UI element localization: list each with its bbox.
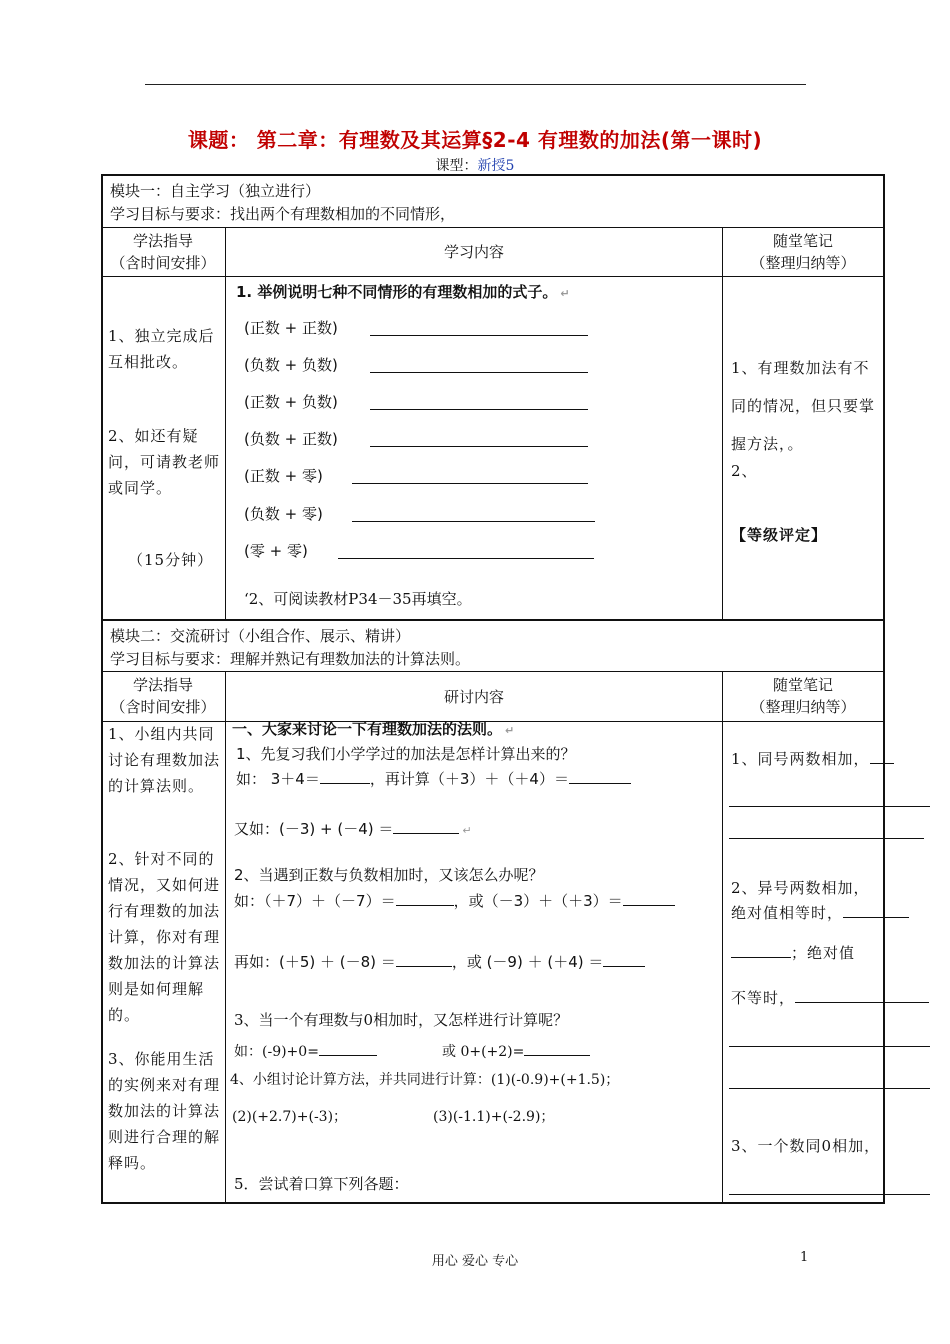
col-method-line2: （含时间安排） [110, 254, 216, 272]
case-row: (负数 + 零) [244, 505, 323, 523]
module2-col-method [103, 674, 223, 718]
discussion-q4-part2: (2)(+2.7)+(-3)； [232, 1109, 348, 1125]
case-row: (零 + 零) [244, 542, 308, 560]
module1-method-2: 2、如还有疑问，可请教老师或同学。 [108, 427, 221, 497]
divider [101, 671, 885, 672]
note-unequal-abs: 不等时， [731, 985, 929, 1011]
module1-col-method [103, 230, 223, 274]
answer-blank [370, 372, 588, 373]
lesson-type-value: 新授5 [477, 158, 515, 174]
module1-note-2: 2、 [731, 462, 758, 480]
lesson-type [0, 155, 950, 175]
divider [722, 227, 723, 619]
note-diff-sign: 2、异号两数相加， [731, 879, 870, 897]
discussion-q3-example: 如：(-9)+0= [234, 1041, 377, 1063]
page-title: 课题： 第二章：有理数及其运算§2-4 有理数的加法(第一课时) [187, 128, 763, 152]
divider [225, 671, 226, 1204]
answer-blank [352, 521, 595, 522]
divider [101, 276, 885, 277]
case-row: (负数 + 负数) [244, 356, 338, 374]
module1-col-notes [723, 230, 883, 274]
col-method-line1: 学法指导 [132, 232, 193, 250]
module2-method-1: 1、小组内共同讨论有理数加法的计算法则。 [108, 725, 221, 795]
module1-note-1: 1、有理数加法有不同的情况，但只要掌握方法，。 [731, 359, 876, 453]
case-row: (正数 + 负数) [244, 393, 338, 411]
divider [101, 619, 885, 621]
col-notes-line1: 随堂笔记 [772, 676, 833, 694]
module2-method-2: 2、针对不同的情况，又如何进行有理数的加法计算，你对有理数加法的计算法则是如何理解的。 [108, 850, 221, 1024]
discussion-q2: 2、当遇到正数与负数相加时，又该怎么办呢？ [234, 866, 544, 884]
module1-content-heading: 1. 举例说明七种不同情形的有理数相加的式子。 ↵ [236, 283, 570, 301]
note-blank-line [729, 838, 924, 839]
module1-method-3: （15分钟） [128, 551, 214, 569]
col-method-line2: （含时间安排） [110, 698, 216, 716]
case-row: (正数 + 零) [244, 467, 323, 485]
module1-col-content: 学习内容 [443, 243, 504, 261]
col-notes-line2: （整理归纳等） [750, 698, 856, 716]
module2-col-notes [723, 674, 883, 718]
header-rule [145, 84, 806, 85]
answer-blank [370, 409, 588, 410]
col-method-line1: 学法指导 [132, 676, 193, 694]
discussion-q1-example2: 又如：(－3) + (－4) ＝ ↵ [234, 820, 472, 838]
discussion-q2-example: 如：（＋7）＋（－7）＝ ，或（－3）＋（＋3）＝ [234, 890, 675, 911]
answer-blank [338, 558, 594, 559]
discussion-q2-example2: 再如：(＋5) ＋ (－8) ＝ ，或 (－9) ＋ (＋4) ＝ [234, 951, 645, 972]
discussion-q3: 3、当一个有理数与0相加时，又怎样进行计算呢？ [234, 1011, 569, 1029]
note-with-zero: 3、一个数同0相加， [731, 1137, 881, 1155]
module2-method-3: 3、你能用生活的实例来对有理数加法的计算法则进行合理的解释吗。 [108, 1050, 221, 1172]
footer-motto: 用心 爱心 专心 [431, 1254, 519, 1269]
module2-col-content: 研讨内容 [443, 688, 504, 706]
note-blank-line [729, 1194, 930, 1195]
discussion-heading: 一、大家来讨论一下有理数加法的法则。 ↵ [232, 720, 515, 738]
note-blank-line [729, 1046, 930, 1047]
discussion-q1-example: 如： 3＋4＝ ，再计算（＋3）＋（＋4）＝ [236, 768, 631, 789]
divider [722, 671, 723, 1204]
col-notes-line2: （整理归纳等） [750, 254, 856, 272]
answer-blank [352, 483, 588, 484]
note-blank-line [729, 806, 930, 807]
note-blank-line [729, 1088, 930, 1089]
answer-blank [370, 335, 588, 336]
module1-method-1: 1、独立完成后互相批改。 [108, 327, 215, 371]
note-equal-abs: 绝对值相等时， [731, 900, 909, 926]
lesson-type-label: 课型： [435, 158, 478, 174]
grade-assessment: 【等级评定】 [731, 526, 828, 544]
discussion-q4: 4、小组讨论计算方法，并共同进行计算：(1)(-0.9)+(+1.5)； [230, 1072, 620, 1088]
module1-title: 模块一：自主学习（独立进行） [110, 182, 321, 200]
case-row: (正数 + 正数) [244, 319, 338, 337]
module2-title: 模块二：交流研讨（小组合作、展示、精讲） [110, 627, 411, 645]
module1-goal: 学习目标与要求：找出两个有理数相加的不同情形， [110, 205, 456, 223]
note-same-sign: 1、同号两数相加， [731, 746, 894, 772]
module1-content-note: ‘2、可阅读教材P34－35再填空。 [244, 590, 472, 608]
page-number: 1 [800, 1250, 809, 1265]
note-abs-value: ；绝对值 [731, 940, 855, 966]
col-notes-line1: 随堂笔记 [772, 232, 833, 250]
answer-blank [370, 446, 588, 447]
discussion-q4-part3: (3)(-1.1)+(-2.9)； [433, 1109, 555, 1125]
discussion-q5: 5．尝试着口算下列各题： [234, 1175, 409, 1193]
case-row: (负数 + 正数) [244, 430, 338, 448]
divider [101, 227, 885, 228]
discussion-q1: 1、先复习我们小学学过的加法是怎样计算出来的？ [236, 745, 576, 763]
discussion-q3-example2: 或 0+(+2)= [442, 1041, 590, 1063]
module2-goal: 学习目标与要求：理解并熟记有理数加法的计算法则。 [110, 650, 471, 668]
